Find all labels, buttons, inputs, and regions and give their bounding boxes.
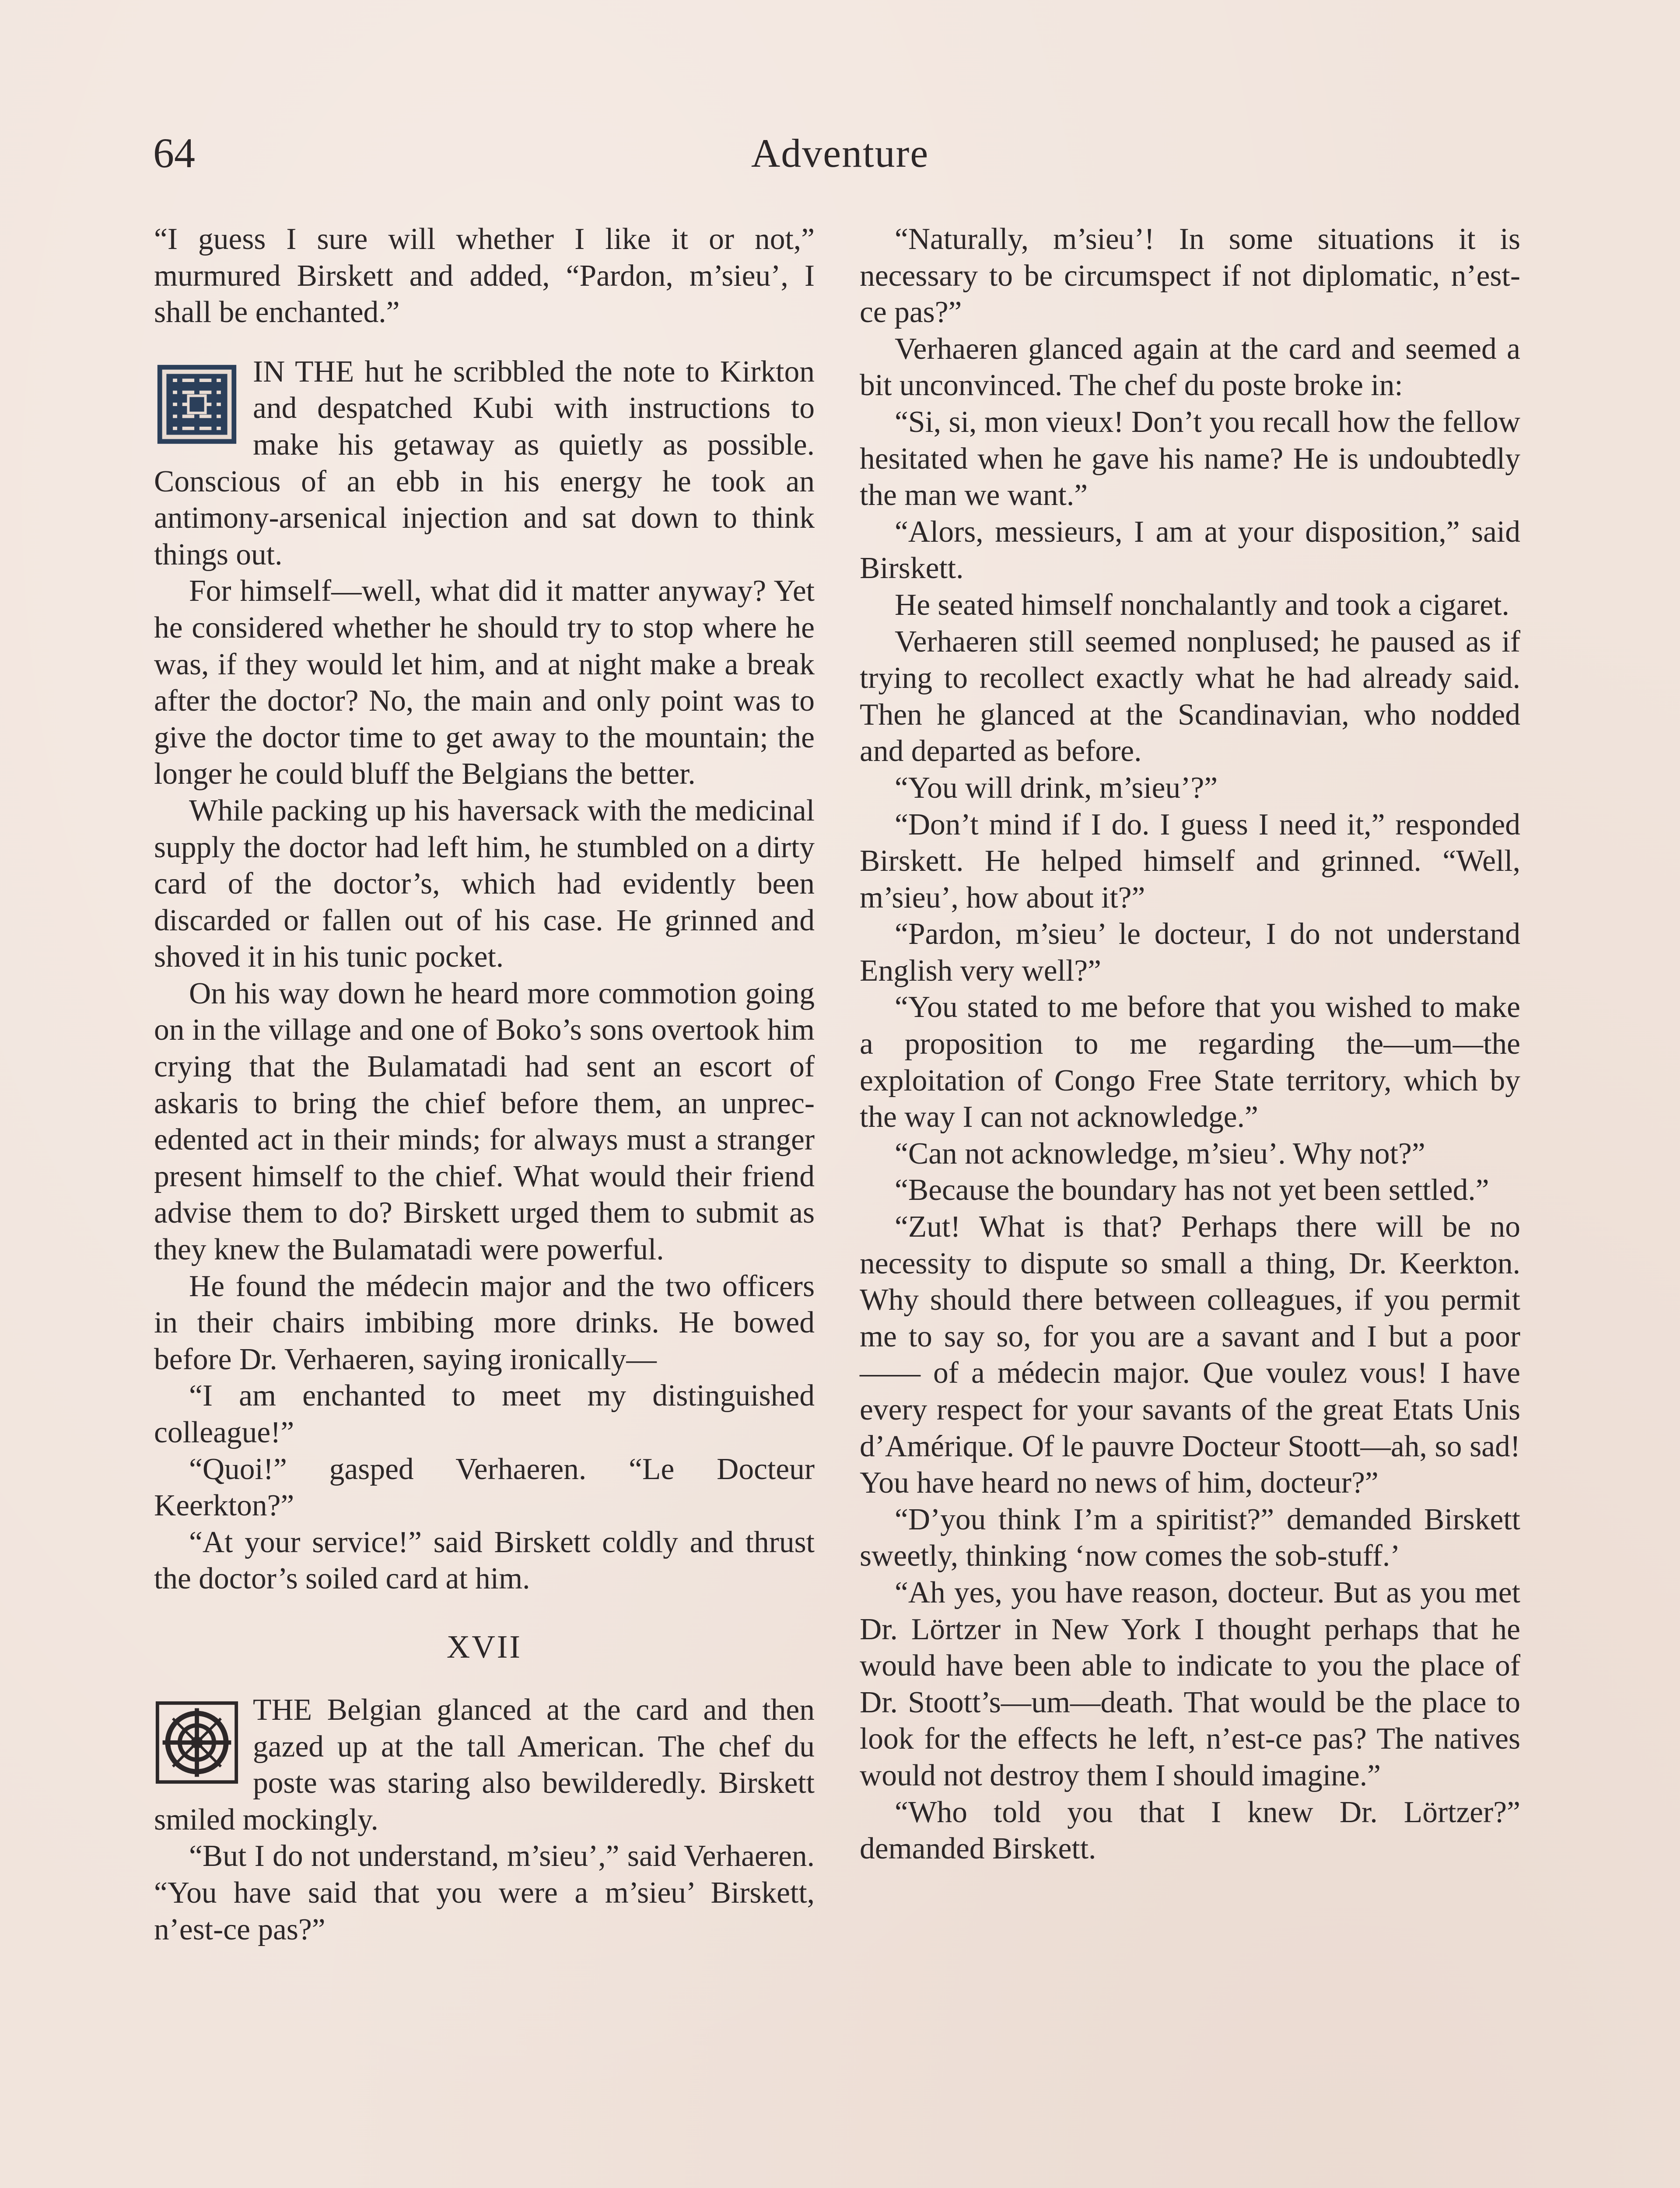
running-title: Adventure	[751, 131, 929, 175]
paragraph: “You will drink, m’sieu’?”	[895, 771, 1218, 805]
paragraph: “Naturally, m’sieu’! In some situations it is necessary to be circumspect if not diplomatic, n’est-ce pas?”	[860, 222, 1520, 330]
paragraph: “I guess I sure will whether I like it or not,” murmured Birskett and added, “Pardon, m’sieu’, I shall be enchanted.”	[154, 222, 815, 330]
paragraph: “Can not acknowledge, m’sieu’. Why not?”	[895, 1136, 1425, 1171]
paragraph: “You stated to me before that you wished to make a proposition to me regarding the—um—the exploitation of Congo Free State territory, which by the way I can not acknowledge.”	[860, 990, 1520, 1134]
paragraph: “Don’t mind if I do. I guess I need it,” responded Birskett. He helped himself and grinned. “Well, m’sieu’, how about it?”	[860, 807, 1520, 915]
paragraph: While packing up his haversack with the medicinal supply the doctor had left him, he stumbled on a dirty card of the doctor’s, which had evidently been discarded or fallen out of his case. He grinned and shoved it in his tunic pocket.	[154, 793, 815, 974]
left-column	[154, 221, 815, 1948]
paragraph: “Pardon, m’sieu’ le docteur, I do not understand English very well?”	[860, 917, 1520, 988]
paragraph-with-dropcap	[154, 354, 815, 573]
paragraph: “But I do not understand, m’sieu’,” said Verhaeren. “You have said that you were a m’sieu’ Birskett, n’est-ce pas?”	[154, 1839, 815, 1946]
paragraph: “Ah yes, you have reason, docteur. But as you met Dr. Lörtzer in New York I thought perhaps that he would have been able to indicate to you the place of Dr. Stoott’s—um—death. That would be the place to look for the effects he left, n’est-ce pas? The natives would not destroy them I should imagine.”	[860, 1575, 1520, 1792]
paragraph: He found the médecin major and the two officers in their chairs imbibing more drinks. He bowed before Dr. Verhaeren, saying ironically—	[154, 1269, 815, 1376]
paragraph: He seated himself nonchalantly and took a cigaret.	[895, 588, 1509, 622]
paragraph-with-dropcap	[154, 1692, 815, 1838]
paragraph: “D’you think I’m a spiritist?” demanded Birskett sweetly, thinking ‘now comes the sob-stuff.’	[860, 1502, 1520, 1573]
paragraph: For himself—well, what did it matter anyway? Yet he considered whether he should try to stop where he was, if they would let him, and at night make a break after the doctor? No, the main and only point was to give the doctor time to get away to the mountain; the longer he could bluff the Belgians the better.	[154, 574, 815, 791]
paragraph: Verhaeren glanced again at the card and seemed a bit unconvinced. The chef du poste broke in:	[860, 332, 1520, 403]
paragraph: “Who told you that I knew Dr. Lörtzer?” demanded Birskett.	[860, 1795, 1520, 1866]
celtic-knot-dropcap-icon	[154, 1700, 240, 1785]
paragraph: “At your service!” said Birskett coldly and thrust the doctor’s soiled card at him.	[154, 1525, 815, 1596]
right-column	[860, 221, 1520, 1867]
page-header	[153, 127, 1527, 184]
paragraph: “Zut! What is that? Perhaps there will be no necessity to dispute so small a thing, Dr. Keerkton. Why should there between colleagues, if you permit me to say so, for you are a savant and I but a poor —— of a médecin major. Que voulez vous! I have every respect for your savants of the great Etats Unis d’Amérique. Of le pauvre Docteur Stoott—ah, so sad! You have heard no news of him, docteur?”	[860, 1210, 1520, 1500]
paragraph-text: IN THE hut he scribbled the note to Kirkton and despatched Kubi with instructions to make his getaway as quietly as possible. Conscious of an ebb in his energy he took an antimony-arsenical injection and sat down to think things out.	[154, 354, 815, 572]
paragraph: On his way down he heard more commotion going on in the village and one of Boko’s sons overtook him crying that the Bulamatadi had sent an escort of askaris to bring the chief before them, an unprecedented act in their minds; for always must a stranger present himself to the chief. What would their friend advise them to do? Birskett urged them to submit as they knew the Bulamatadi were powerful.	[154, 976, 815, 1267]
paragraph: “Quoi!” gasped Verhaeren. “Le Docteur Keerkton?”	[154, 1452, 815, 1523]
page-number: 64	[153, 130, 195, 176]
paragraph: Verhaeren still seemed nonplused; he paused as if trying to recollect exactly what he had already said. Then he glanced at the Scandinavian, who nodded and departed as before.	[860, 624, 1520, 768]
ornamental-dropcap-icon	[154, 361, 240, 447]
chapter-heading: XVII	[446, 1629, 522, 1665]
paragraph: “I am enchanted to meet my distinguished colleague!”	[154, 1379, 815, 1449]
paragraph-text: THE Belgian glanced at the card and then gazed up at the tall American. The chef du poste was staring also bewilderedly. Birskett smiled mockingly.	[154, 1693, 815, 1837]
paragraph: “Alors, messieurs, I am at your disposition,” said Birskett.	[860, 515, 1520, 586]
paragraph: “Si, si, mon vieux! Don’t you recall how the fellow hesitated when he gave his name? He is undoubtedly the man we want.”	[860, 405, 1520, 512]
paragraph: “Because the boundary has not yet been settled.”	[895, 1173, 1489, 1207]
